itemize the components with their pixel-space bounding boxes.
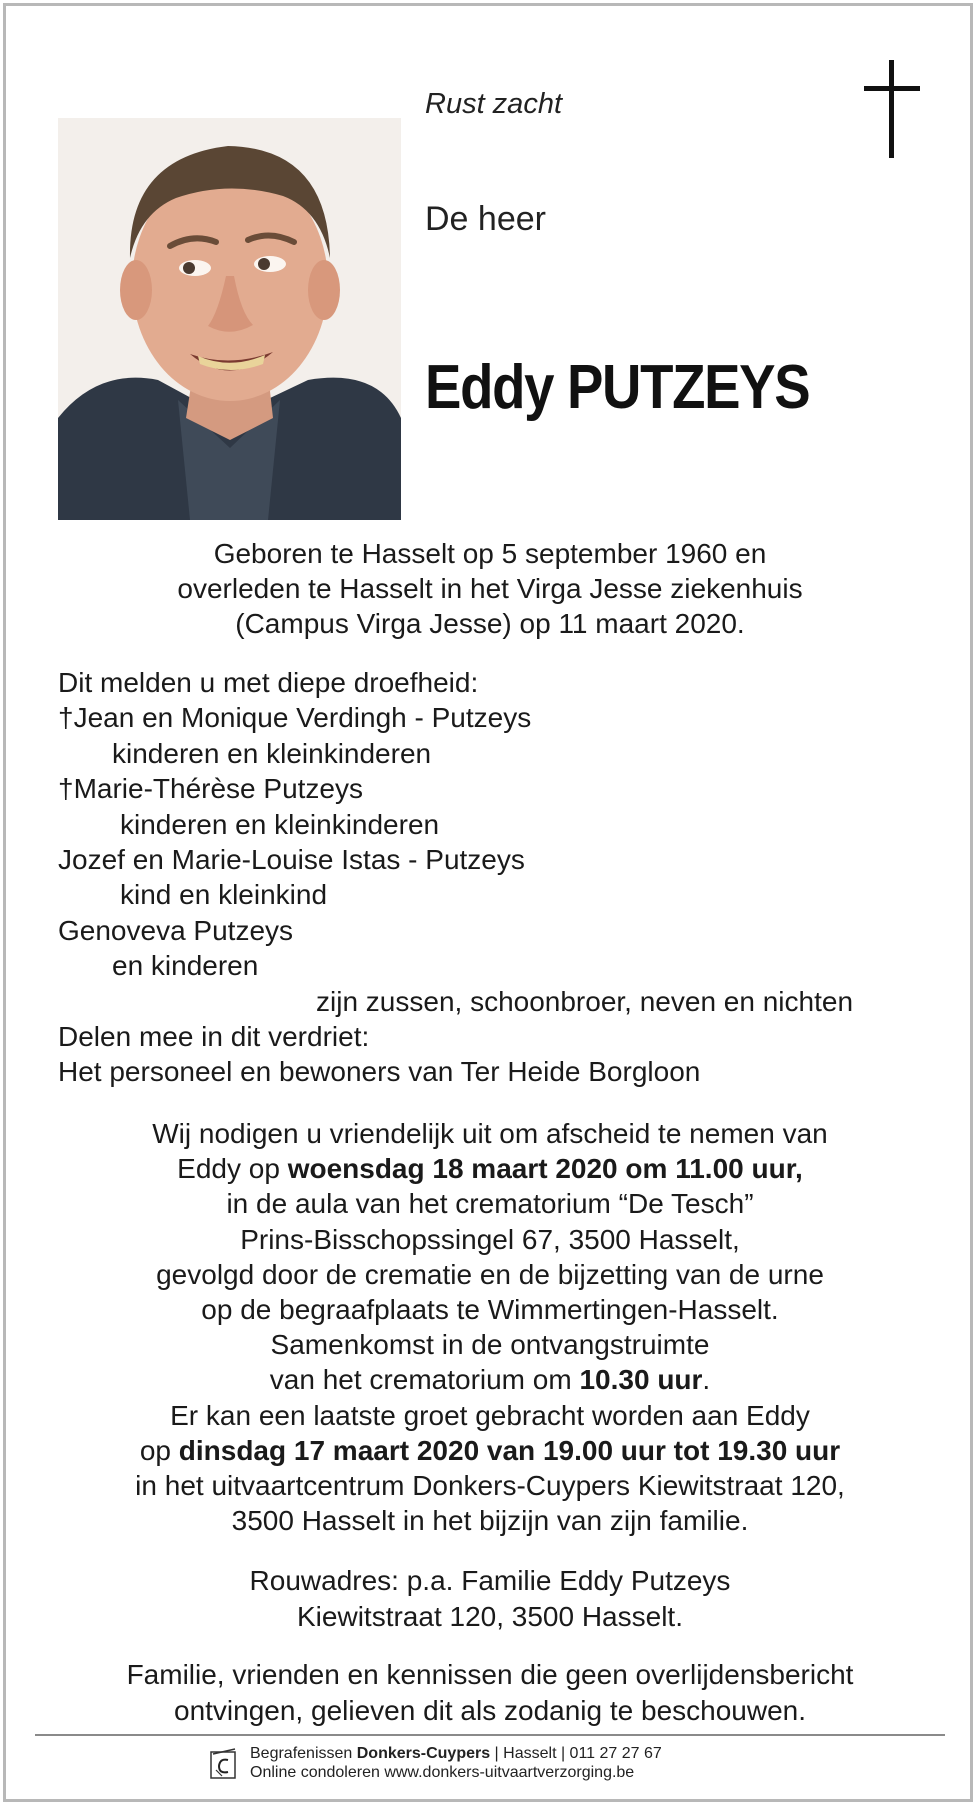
ceremony-line: 3500 Hasselt in het bijzijn van zijn familie. — [231, 1505, 749, 1537]
portrait-photo — [58, 118, 401, 520]
ceremony-line: gevolgd door de crematie en de bijzetting van de urne — [156, 1258, 824, 1290]
family-line: †Jean en Monique Verdingh - Putzeys — [58, 702, 532, 734]
footer-company: Donkers-Cuypers — [356, 1745, 491, 1762]
closing-line: ontvingen, gelieven dit als zodanig te beschouwen. — [174, 1695, 806, 1726]
family-line: Genoveva Putzeys — [58, 914, 294, 946]
ceremony-info — [0, 1116, 980, 1538]
share-intro: Delen mee in dit verdriet: — [58, 1021, 370, 1053]
ceremony-line — [0, 1433, 980, 1468]
footer-divider — [35, 1734, 945, 1736]
footer-details: | Hasselt | 011 27 27 67 — [490, 1745, 662, 1762]
ceremony-line: Wij nodigen u vriendelijk uit om afscheid te nemen van — [152, 1118, 828, 1149]
ceremony-line: in het uitvaartcentrum Donkers-Cuypers Kiewitstraat 120, — [135, 1470, 845, 1502]
footer-line — [250, 1744, 662, 1763]
ceremony-line — [0, 1151, 980, 1186]
address-line: Rouwadres: p.a. Familie Eddy Putzeys — [249, 1565, 731, 1596]
family-line: †Marie-Thérèse Putzeys — [58, 773, 364, 805]
deceased-name: Eddy PUTZEYS — [425, 353, 810, 422]
footer-text — [250, 1744, 662, 1782]
family-line: kinderen en kleinkinderen — [120, 808, 440, 840]
closing-line: Familie, vrienden en kennissen die geen overlijdensbericht — [126, 1659, 854, 1690]
birth-death-info — [0, 536, 980, 641]
ceremony-text: van het crematorium om — [269, 1364, 580, 1396]
family-intro: Dit melden u met diepe droefheid: — [58, 667, 479, 698]
title-prefix: De heer — [425, 200, 546, 238]
ceremony-line: Samenkomst in de ontvangstruimte — [270, 1329, 710, 1361]
ceremony-line: in de aula van het crematorium “De Tesch” — [226, 1188, 754, 1220]
ceremony-line — [0, 1362, 980, 1397]
family-line: kind en kleinkind — [120, 879, 328, 911]
visitation-time: dinsdag 17 maart 2020 van 19.00 uur tot 19.30 uur — [178, 1434, 841, 1466]
family-list — [58, 665, 958, 1090]
company-logo-icon — [208, 1746, 240, 1780]
closing-note — [0, 1657, 980, 1729]
ceremony-line: op de begraafplaats te Wimmertingen-Hasselt. — [201, 1294, 779, 1326]
birth-line: Geboren te Hasselt op 5 september 1960 en — [213, 538, 767, 569]
family-line: en kinderen — [112, 950, 259, 982]
family-line: Jozef en Marie-Louise Istas - Putzeys — [58, 844, 525, 876]
ceremony-date: woensdag 18 maart 2020 om 11.00 uur, — [287, 1153, 803, 1185]
family-line: kinderen en kleinkinderen — [112, 737, 432, 769]
footer — [208, 1744, 662, 1782]
ceremony-line: Prins-Bisschopssingel 67, 3500 Hasselt, — [240, 1223, 740, 1255]
footer-online[interactable]: Online condoleren www.donkers-uitvaartverzorging.be — [250, 1764, 635, 1781]
family-line: zijn zussen, schoonbroer, neven en nichten — [316, 985, 854, 1017]
cross-icon — [862, 60, 922, 160]
gathering-time: 10.30 uur — [579, 1364, 703, 1396]
motto: Rust zacht — [425, 88, 562, 120]
mourning-address — [0, 1563, 980, 1635]
ceremony-text: Eddy op — [177, 1153, 288, 1185]
share-line: Het personeel en bewoners van Ter Heide Borgloon — [58, 1056, 701, 1088]
footer-prefix: Begrafenissen — [250, 1745, 357, 1762]
address-line: Kiewitstraat 120, 3500 Hasselt. — [297, 1601, 683, 1632]
ceremony-line: Er kan een laatste groet gebracht worden aan Eddy — [170, 1399, 810, 1431]
ceremony-text: op — [139, 1434, 179, 1466]
ceremony-text: . — [702, 1364, 711, 1396]
death-line: overleden te Hasselt in het Virga Jesse ziekenhuis — [177, 573, 803, 604]
death-date-line: (Campus Virga Jesse) op 11 maart 2020. — [235, 608, 745, 639]
